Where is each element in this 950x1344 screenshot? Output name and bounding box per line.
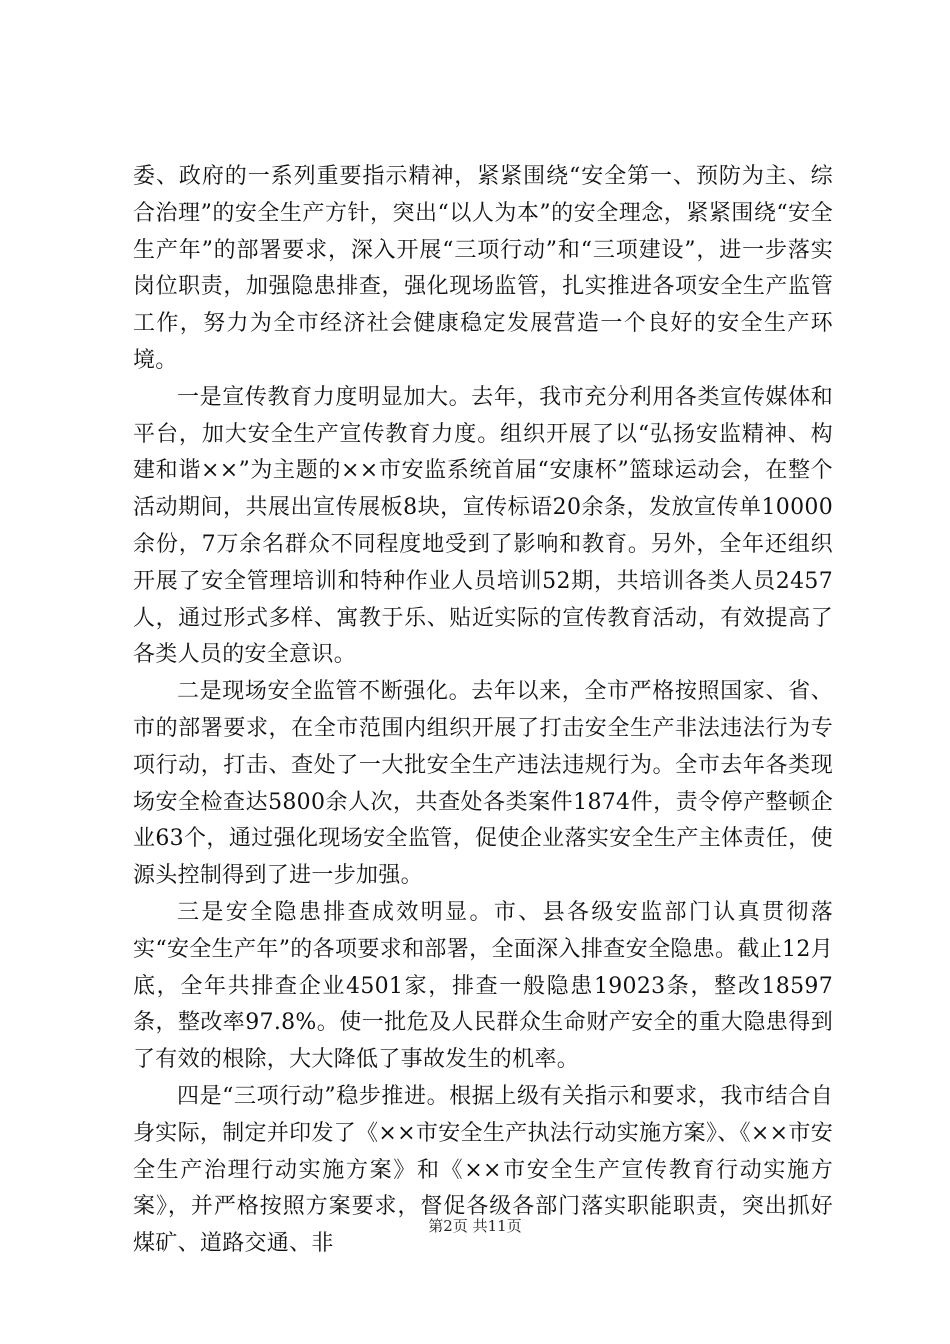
paragraph-continuation: 委、政府的一系列重要指示精神，紧紧围绕“安全第一、预防为主、综合治理”的安全生产方针，突出“以人为本”的安全理念，紧紧围绕“安全生产年”的部署要求，深入开展“三项行动”和“三项建设”，进一步落实岗位职责，加强隐患排查，强化现场监管，扎实推进各项安全生产监管工作，努力为全市经济社会健康稳定发展营造一个良好的安全生产环境。: [133, 164, 833, 373]
page-number-footer: 第2页 共11页: [428, 1217, 522, 1235]
paragraph-hazard-inspection: 三是安全隐患排查成效明显。市、县各级安监部门认真贯彻落实“安全生产年”的各项要求和部署，全面深入排查安全隐患。截止12月底，全年共排查企业4501家，排查一般隐患19023条，整改18597条，整改率97.8%。使一批危及人民群众生命财产安全的重大隐患得到了有效的根除，大大降低了事故发生的机率。: [133, 899, 833, 1073]
paragraph-three-actions: 四是“三项行动”稳步推进。根据上级有关指示和要求，我市结合自身实际，制定并印发了《××市安全生产执法行动实施方案》、《××市安全生产治理行动实施方案》和《××市安全生产宣传教育行动实施方案》，并严格按照方案要求，督促各级各部门落实职能职责，突出抓好煤矿、道路交通、非: [133, 1083, 833, 1257]
paragraph-site-supervision: 二是现场安全监管不断强化。去年以来，全市严格按照国家、省、市的部署要求，在全市范围内组织开展了打击安全生产非法违法行为专项行动，打击、查处了一大批安全生产违法违规行为。全市去年各类现场安全检查达5800余人次，共查处各类案件1874件，责令停产整顿企业63个，通过强化现场安全监管，促使企业落实安全生产主体责任，使源头控制得到了进一步加强。: [133, 679, 833, 889]
document-body: [133, 159, 833, 1263]
paragraph-publicity-education: 一是宣传教育力度明显加大。去年，我市充分利用各类宣传媒体和平台，加大安全生产宣传教育力度。组织开展了以“弘扬安监精神、构建和谐××”为主题的××市安监系统首届“安康杯”篮球运动会，在整个活动期间，共展出宣传展板8块，宣传标语20余条，发放宣传单10000余份，7万余名群众不同程度地受到了影响和教育。另外，全年还组织开展了安全管理培训和特种作业人员培训52期，共培训各类人员2457人，通过形式多样、寓教于乐、贴近实际的宣传教育活动，有效提高了各类人员的安全意识。: [133, 384, 833, 668]
